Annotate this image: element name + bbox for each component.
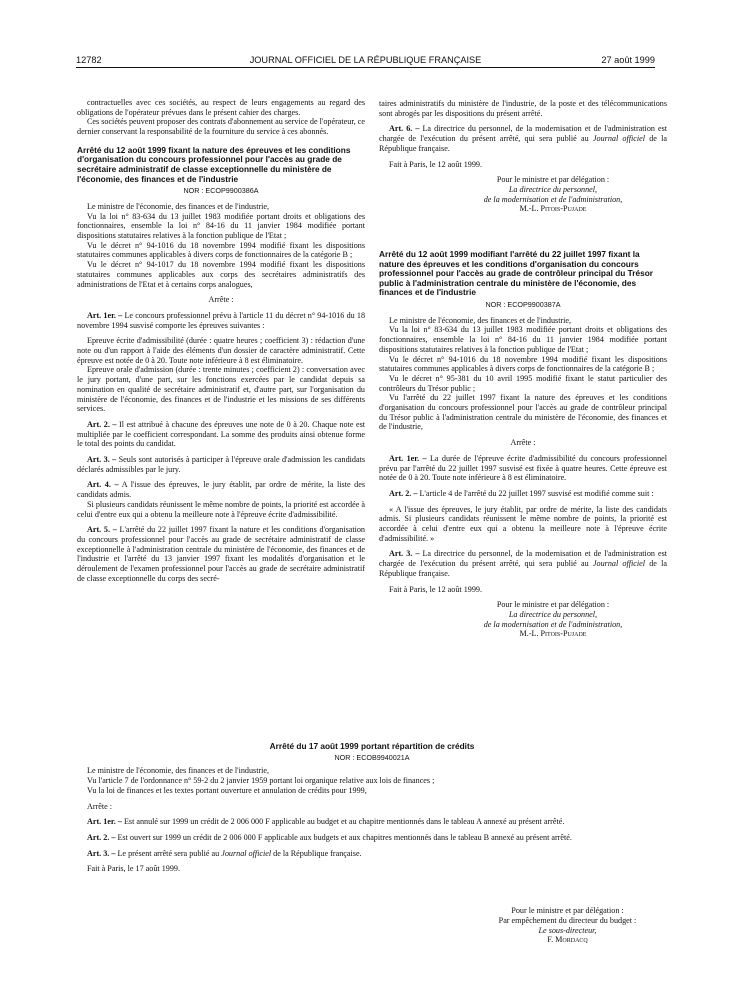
- paragraph: contractuelles avec ces sociétés, au respect de leurs engagements au regard des obligations de l'opérateur prévues dans le présent cahier des charges.: [77, 98, 365, 117]
- decree-title: Arrêté du 12 août 1999 fixant la nature des épreuves et les conditions d'organisation du concours professionnel pour l'accès au grade de secrétaire administratif de classe exceptionnelle du ministère de l'économie, des finances et de l'industrie: [77, 144, 351, 184]
- paragraph: Le ministre de l'économie, des finances et de l'industrie,: [389, 315, 572, 325]
- paragraph: Ces sociétés peuvent proposer des contrats d'abonnement au service de l'opérateur, ce dernier conservant la responsabilité de la fourniture du service à ces abonnés.: [77, 117, 365, 137]
- article-label: Art. 2. –: [87, 832, 116, 842]
- arrete-heading: Arrête :: [87, 801, 113, 811]
- paragraph: Si plusieurs candidats réunissent le même nombre de points, la priorité est accordée à celui d'entre eux qui a obtenu la meilleure note à l'épreuve écrite d'admissibilité.: [77, 499, 365, 519]
- page-number: 12782: [76, 55, 102, 65]
- paragraph: Vu l'article 7 de l'ordonnance n° 59-2 du 2 janvier 1959 portant loi organique relative aux lois de finances ;: [87, 776, 435, 786]
- signatory: M.-L. Pitois-Pujade: [519, 629, 587, 639]
- issue-date: 27 août 1999: [601, 55, 655, 65]
- signature-block: Pour le ministre et par délégation : La directrice du personnel, de la modernisation et de l'administration, M.-L. Pitois-Pujade: [379, 600, 667, 639]
- paragraph: Vu la loi de finances et les textes portant ouverture et annulation de crédits pour 1999,: [87, 785, 367, 795]
- paragraph: Vu la loi n° 83-634 du 13 juillet 1983 modifiée portant droits et obligations des fonctionnaires, ensemble la loi n° 84-16 du 11 janvier 1984 modifiée portant dispositions statutaires relatives à la fonction publique de l'Etat ;: [77, 211, 365, 240]
- credit-decree: [77, 742, 667, 874]
- article-1: Art. 1er. – Est annulé sur 1999 un crédit de 2 006 000 F applicable au budget et au chapitre mentionnés dans le tableau A annexé au présent arrêté.: [87, 817, 565, 827]
- nor-reference: NOR : ECOB9940021A: [334, 752, 410, 762]
- signatory: M.-L. Pitois-Pujade: [519, 204, 587, 214]
- article-3: Art. 3. – Le présent arrêté sera publié au Journal officiel de la République française.: [87, 848, 362, 858]
- article-label: Art. 1er. –: [87, 817, 122, 827]
- article-2: Art. 2. – Est ouvert sur 1999 un crédit de 2 006 000 F applicable aux budgets et aux chapitres mentionnés dans le tableau B annexé au présent arrêté.: [87, 832, 572, 842]
- nor-reference: NOR : ECOP9900386A: [183, 186, 259, 196]
- right-column: [379, 99, 667, 639]
- paragraph: « A l'issue des épreuves, le jury établit, par ordre de mérite, la liste des candidats admis. Si plusieurs candidats réunissent le même nombre de points, la priorité est accordée à celui d'entre eux qui a obtenu la meilleure note à l'épreuve écrite d'admissibilité. »: [379, 504, 667, 543]
- article-label: Art. 3. –: [87, 455, 117, 465]
- paragraph: Epreuve orale d'admission (durée : trente minutes ; coefficient 2) : conversation avec le jury portant, d'une part, sur les fonctions exercées par le candidat depuis sa nomination en qualité de secrétaire administratif et, d'autre part, sur l'organisation du ministère de l'économie, des finances et de l'industrie et les missions de ses différents services.: [77, 365, 365, 414]
- article-label: Art. 2. –: [389, 488, 418, 498]
- nor-reference: NOR : ECOP9900387A: [485, 300, 561, 309]
- decree-title: Arrêté du 12 août 1999 modifiant l'arrêté du 22 juillet 1997 fixant la nature des épreuves et les conditions d'organisation du concours professionnel pour l'accès au grade de contrôleur principal du Trésor public à l'administration centrale du ministère de l'économie, des finances et de l'industrie: [379, 249, 653, 298]
- article-label: Art. 2. –: [87, 419, 117, 429]
- article-label: Art. 5. –: [87, 525, 117, 535]
- done-at: Fait à Paris, le 17 août 1999.: [87, 864, 180, 874]
- left-column: [77, 98, 365, 584]
- article-label: Art. 3. –: [87, 848, 116, 858]
- paragraph: Le ministre de l'économie, des finances et de l'industrie,: [87, 766, 270, 776]
- article-6: Art. 6. – La directrice du personnel, de la modernisation et de l'administration est chargée de l'exécution du présent arrêté, qui sera publié au Journal officiel de la République française.: [379, 124, 667, 153]
- arrete-heading: Arrête :: [510, 438, 536, 448]
- paragraph: Vu la loi n° 83-634 du 13 juillet 1983 modifiée portant droits et obligations des fonctionnaires, ensemble la loi n° 84-16 du 11 janvier 1984 modifiée portant dispositions statutaires relatives à la fonction publique de l'Etat ;: [379, 325, 667, 354]
- paragraph: Vu le décret n° 94-1016 du 18 novembre 1994 modifié fixant les dispositions statutaires communes applicables à divers corps de fonctionnaires de la catégorie B ;: [77, 240, 365, 260]
- signature-block: Pour le ministre et par délégation : Par empêchement du directeur du budget : Le sous-directeur, F. Mordacq: [470, 906, 665, 945]
- article-5: Art. 5. – L'arrêté du 22 juillet 1997 fixant la nature et les conditions d'organisation du concours professionnel pour l'accès au grade de secrétaire administratif de classe exceptionnelle à l'administration centrale du ministère de l'économie, des finances et de l'industrie et l'arrêté du 13 janvier 1997 fixant les modalités d'organisation et le déroulement de l'examen professionnel pour l'accès au grade de secrétaire administratif de classe exceptionnelle du corps des secré-: [77, 525, 365, 583]
- decree-title: Arrêté du 17 août 1999 portant répartition de crédits: [269, 741, 475, 751]
- article-label: Art. 1er. –: [389, 453, 427, 463]
- header-rule: [76, 67, 655, 68]
- done-at: Fait à Paris, le 12 août 1999.: [389, 584, 482, 594]
- article-3: Art. 3. – La directrice du personnel, de la modernisation et de l'administration est chargée de l'exécution du présent arrêté, qui sera publié au Journal officiel de la République française.: [379, 549, 667, 578]
- article-label: Art. 3. –: [389, 549, 420, 559]
- paragraph: Vu le décret n° 94-1017 du 18 novembre 1994 modifié fixant les dispositions statutaires communes applicables aux corps des secrétaires administratifs des administrations de l'Etat et à certains corps analogues,: [77, 260, 365, 289]
- article-1: Art. 1er. – La durée de l'épreuve écrite d'admissibilité du concours professionnel prévu par l'arrêté du 22 juillet 1997 susvisé est fixée à quatre heures. Cette épreuve est notée de 0 à 20. Toute note inférieure à 8 est éliminatoire.: [379, 453, 667, 483]
- article-2: Art. 2. – L'article 4 de l'arrêté du 22 juillet 1997 susvisé est modifié comme suit :: [389, 488, 654, 498]
- article-label: Art. 1er. –: [87, 310, 123, 320]
- article-label: Art. 6. –: [389, 124, 420, 134]
- paragraph: Le ministre de l'économie, des finances et de l'industrie,: [87, 201, 270, 211]
- article-4: Art. 4. – A l'issue des épreuves, le jury établit, par ordre de mérite, la liste des candidats admis.: [77, 480, 365, 500]
- journal-title: JOURNAL OFFICIEL DE LA RÉPUBLIQUE FRANÇAISE: [249, 55, 482, 65]
- paragraph: Vu le décret n° 95-381 du 10 avril 1995 modifié fixant le statut particulier des contrôleurs du Trésor public ;: [379, 373, 667, 393]
- paragraph: taires administratifs du ministère de l'industrie, de la poste et des télécommunications sont abrogés par les dispositions du présent arrêté.: [379, 99, 667, 118]
- done-at: Fait à Paris, le 12 août 1999.: [389, 159, 482, 169]
- article-2: Art. 2. – Il est attribué à chacune des épreuves une note de 0 à 20. Chaque note est multipliée par le coefficient correspondant. La somme des produits ainsi obtenue forme le total des points du candidat.: [77, 419, 365, 449]
- article-3: Art. 3. – Seuls sont autorisés à participer à l'épreuve orale d'admission les candidats déclarés admissibles par le jury.: [77, 455, 366, 474]
- article-1: Art. 1er. – Le concours professionnel prévu à l'article 11 du décret n° 94-1016 du 18 novembre 1994 susvisé comporte les épreuves suivantes :: [77, 310, 366, 330]
- signatory: F. Mordacq: [547, 935, 588, 945]
- arrete-heading: Arrête :: [208, 295, 234, 305]
- paragraph: Vu l'arrêté du 22 juillet 1997 fixant la nature des épreuves et les conditions d'organisation du concours professionnel pour l'accès au grade de contrôleur principal du Trésor public à l'administration centrale du ministère de l'économie, des finances et de l'industrie,: [379, 393, 667, 432]
- signature-block: Pour le ministre et par délégation : La directrice du personnel, de la modernisation et de l'administration, M.-L. Pitois-Pujade: [379, 175, 667, 214]
- paragraph: Vu le décret n° 94-1016 du 18 novembre 1994 modifié fixant les dispositions statutaires communes applicables à divers corps de fonctionnaires de la catégorie B ;: [379, 354, 667, 374]
- paragraph: Epreuve écrite d'admissibilité (durée : quatre heures ; coefficient 3) : rédaction d'une note ou d'un rapport à l'aide des éléments d'un dossier de caractère administratif. Cette épreuve est notée de 0 à 20. Toute note inférieure à 8 est éliminatoire.: [77, 336, 365, 365]
- article-label: Art. 4. –: [87, 480, 119, 490]
